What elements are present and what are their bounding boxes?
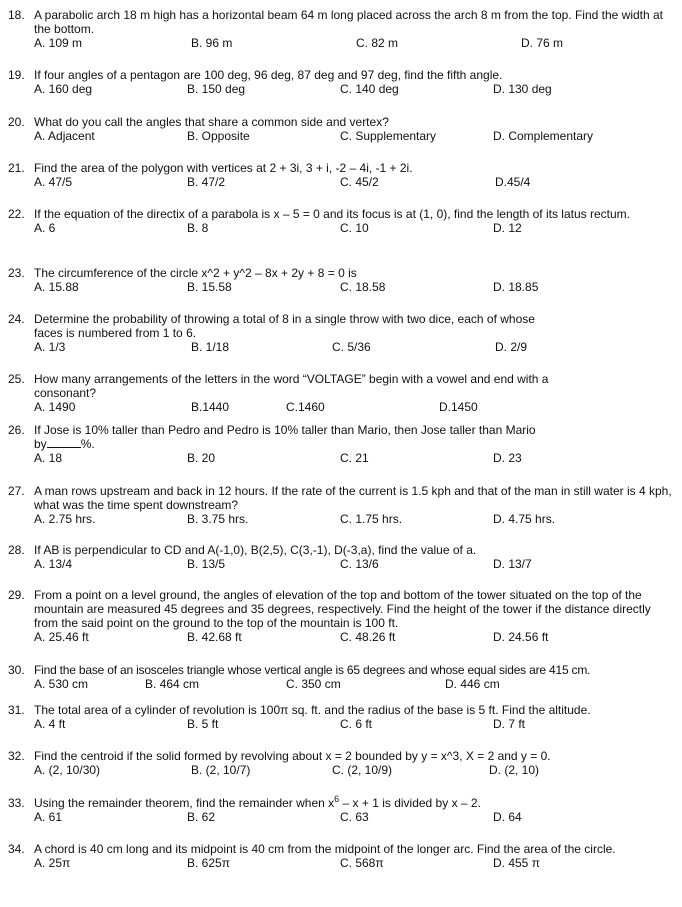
question-text: If AB is perpendicular to CD and A(-1,0), B(2,5), C(3,-1), D(-3,a), find the value of a.: [34, 543, 477, 557]
question-number: 26.: [8, 423, 25, 437]
choices: [34, 451, 672, 465]
question-number: 18.: [8, 8, 25, 22]
choice-b: B. (2, 10/7): [191, 763, 251, 777]
choice-a: A. 160 deg: [34, 82, 93, 96]
question-number: 21.: [8, 161, 25, 175]
choices: [34, 36, 672, 50]
choice-d: D. 13/7: [493, 557, 532, 571]
choice-d: D.1450: [439, 400, 478, 414]
answer-blank: [47, 437, 81, 448]
question-text-part: – x + 1 is divided by x – 2.: [339, 796, 481, 810]
choice-d: D. Complementary: [493, 129, 594, 143]
question-20: [8, 115, 672, 143]
question-text: A chord is 40 cm long and its midpoint is 40 cm from the midpoint of the longer arc. Find the area of the circle.: [34, 842, 616, 856]
choice-a: A. 47/5: [34, 175, 73, 189]
question-number: 24.: [8, 312, 25, 326]
question-32: [8, 749, 672, 777]
choice-a: A. 1490: [34, 400, 76, 414]
choices: [34, 717, 672, 731]
question-text: Find the base of an isosceles triangle whose vertical angle is 65 degrees and whose equal sides are 415 cm.: [34, 663, 591, 677]
choice-b: B. 464 cm: [145, 677, 200, 691]
choice-a: A. 13/4: [34, 557, 73, 571]
exponent: 6: [334, 794, 340, 804]
question-text: The circumference of the circle x^2 + y^2 – 8x + 2y + 8 = 0 is: [34, 266, 357, 280]
question-text-part: %.: [80, 437, 95, 451]
choices: [34, 763, 672, 777]
question-text: How many arrangements of the letters in the word “VOLTAGE” begin with a vowel and end with a consonant?: [34, 372, 549, 400]
choices: [34, 82, 672, 96]
choice-c: C. 82 m: [356, 36, 399, 50]
question-number: 25.: [8, 372, 25, 386]
choice-d: D. 23: [493, 451, 522, 465]
choice-b: B. 62: [187, 810, 216, 824]
choice-b: B. 150 deg: [187, 82, 246, 96]
question-number: 22.: [8, 207, 25, 221]
question-number: 19.: [8, 68, 25, 82]
choice-b: B. 42.68 ft: [187, 630, 242, 644]
question-number: 30.: [8, 663, 25, 677]
choice-a: A. 18: [34, 451, 63, 465]
choice-b: B. Opposite: [187, 129, 250, 143]
choices: [34, 340, 672, 354]
choice-c: C. 10: [340, 221, 369, 235]
choice-a: A. Adjacent: [34, 129, 95, 143]
question-number: 23.: [8, 266, 25, 280]
question-19: [8, 68, 672, 96]
question-18: [8, 8, 672, 50]
question-text-part: If Jose is 10% taller than Pedro and Pedro is 10% taller than Mario, then Jose taller than Mario: [34, 423, 536, 437]
choices: [34, 400, 672, 414]
question-28: [8, 543, 672, 571]
question-number: 29.: [8, 588, 25, 602]
choice-d: D. 7 ft: [493, 717, 526, 731]
question-text: The total area of a cylinder of revolution is 100π sq. ft. and the radius of the base is 5 ft. Find the altitude.: [34, 703, 591, 717]
choice-d: D. 64: [493, 810, 522, 824]
choices: [34, 856, 672, 870]
choice-b: B. 96 m: [191, 36, 233, 50]
choice-c: C. Supplementary: [340, 129, 437, 143]
choices: [34, 557, 672, 571]
choice-a: A. 61: [34, 810, 63, 824]
choice-b: B. 5 ft: [187, 717, 219, 731]
choice-c: C. 6 ft: [340, 717, 373, 731]
question-text: A man rows upstream and back in 12 hours. If the rate of the current is 1.5 kph and that of the man in still water is 4 kph, what was the time spent downstream?: [34, 484, 672, 512]
question-number: 28.: [8, 543, 25, 557]
choice-c: C. 13/6: [340, 557, 379, 571]
question-number: 33.: [8, 796, 25, 810]
choice-d: D. 2/9: [495, 340, 528, 354]
choice-a: A. 6: [34, 221, 56, 235]
question-text: Find the centroid if the solid formed by revolving about x = 2 bounded by y = x^3, X = 2 and y = 0.: [34, 749, 551, 763]
question-number: 34.: [8, 842, 25, 856]
question-text: [34, 796, 672, 810]
question-21: [8, 161, 672, 189]
choice-d: D. (2, 10): [489, 763, 540, 777]
choice-c: C. 350 cm: [286, 677, 341, 691]
choice-c: C. 18.58: [340, 280, 386, 294]
question-text: What do you call the angles that share a common side and vertex?: [34, 115, 389, 129]
choice-a: A. 2.75 hrs.: [34, 512, 96, 526]
choice-c: C. (2, 10/9): [332, 763, 393, 777]
choice-c: C. 21: [340, 451, 369, 465]
choice-d: D. 455 π: [493, 856, 540, 870]
choice-a: A. (2, 10/30): [34, 763, 101, 777]
choices: [34, 221, 672, 235]
choice-b: B.1440: [191, 400, 230, 414]
question-number: 31.: [8, 703, 25, 717]
choice-b: B. 625π: [187, 856, 230, 870]
choices: [34, 175, 672, 189]
question-text: [34, 423, 672, 451]
choice-b: B. 20: [187, 451, 216, 465]
question-text-part: by: [34, 437, 47, 451]
choice-a: A. 1/3: [34, 340, 66, 354]
choice-c: C. 48.26 ft: [340, 630, 396, 644]
question-30: [8, 663, 672, 691]
question-24: [8, 312, 672, 354]
choice-d: D. 24.56 ft: [493, 630, 549, 644]
question-text: A parabolic arch 18 m high has a horizontal beam 64 m long placed across the arch 8 m from the top. Find the width at the bottom.: [34, 8, 664, 36]
choice-c: C. 5/36: [332, 340, 371, 354]
choices: [34, 129, 672, 143]
choice-c: C. 63: [340, 810, 369, 824]
question-text: Find the area of the polygon with vertices at 2 + 3i, 3 + i, -2 – 4i, -1 + 2i.: [34, 161, 413, 175]
question-34: [8, 842, 672, 870]
choice-a: A. 15.88: [34, 280, 79, 294]
choice-b: B. 3.75 hrs.: [187, 512, 249, 526]
question-number: 20.: [8, 115, 25, 129]
question-number: 27.: [8, 484, 25, 498]
choice-c: C.1460: [286, 400, 325, 414]
choices: [34, 630, 672, 644]
question-33: [8, 796, 672, 824]
question-27: [8, 484, 672, 526]
question-text: From a point on a level ground, the angles of elevation of the top and bottom of the tower situated on the top of the mountain are measured 45 degrees and 35 degrees, respectively. Find the height of the tower if the distance directly from the said point on the ground to the top of the mountain is 100 ft.: [34, 588, 651, 630]
choice-d: D. 4.75 hrs.: [493, 512, 556, 526]
question-text: If four angles of a pentagon are 100 deg, 96 deg, 87 deg and 97 deg, find the fifth angle.: [34, 68, 503, 82]
choice-a: A. 25π: [34, 856, 71, 870]
question-26: [8, 423, 672, 465]
question-text: If the equation of the directix of a parabola is x – 5 = 0 and its focus is at (1, 0), find the length of its latus rectum.: [34, 207, 630, 221]
choice-a: A. 530 cm: [34, 677, 89, 691]
question-31: [8, 703, 672, 731]
question-22: [8, 207, 672, 235]
choice-d: D.45/4: [495, 175, 531, 189]
choice-d: D. 18.85: [493, 280, 539, 294]
choice-d: D. 130 deg: [493, 82, 552, 96]
question-text-part: Using the remainder theorem, find the remainder when x: [34, 796, 335, 810]
choices: [34, 677, 672, 691]
choice-b: B. 13/5: [187, 557, 226, 571]
choice-c: C. 1.75 hrs.: [340, 512, 403, 526]
question-text: Determine the probability of throwing a total of 8 in a single throw with two dice, each of whose faces is numbered from 1 to 6.: [34, 312, 535, 340]
choices: [34, 280, 672, 294]
choices: [34, 810, 672, 824]
question-29: [8, 588, 672, 644]
choice-c: C. 568π: [340, 856, 384, 870]
choice-c: C. 140 deg: [340, 82, 399, 96]
choice-b: B. 47/2: [187, 175, 226, 189]
choice-b: B. 1/18: [191, 340, 230, 354]
choice-d: D. 76 m: [521, 36, 564, 50]
choice-b: B. 15.58: [187, 280, 232, 294]
choices: [34, 512, 672, 526]
choice-a: A. 25.46 ft: [34, 630, 89, 644]
choice-b: B. 8: [187, 221, 209, 235]
question-number: 32.: [8, 749, 25, 763]
question-23: [8, 266, 672, 294]
question-25: [8, 372, 672, 414]
choice-d: D. 12: [493, 221, 522, 235]
choice-d: D. 446 cm: [445, 677, 500, 691]
choice-a: A. 4 ft: [34, 717, 66, 731]
choice-c: C. 45/2: [340, 175, 379, 189]
choice-a: A. 109 m: [34, 36, 83, 50]
